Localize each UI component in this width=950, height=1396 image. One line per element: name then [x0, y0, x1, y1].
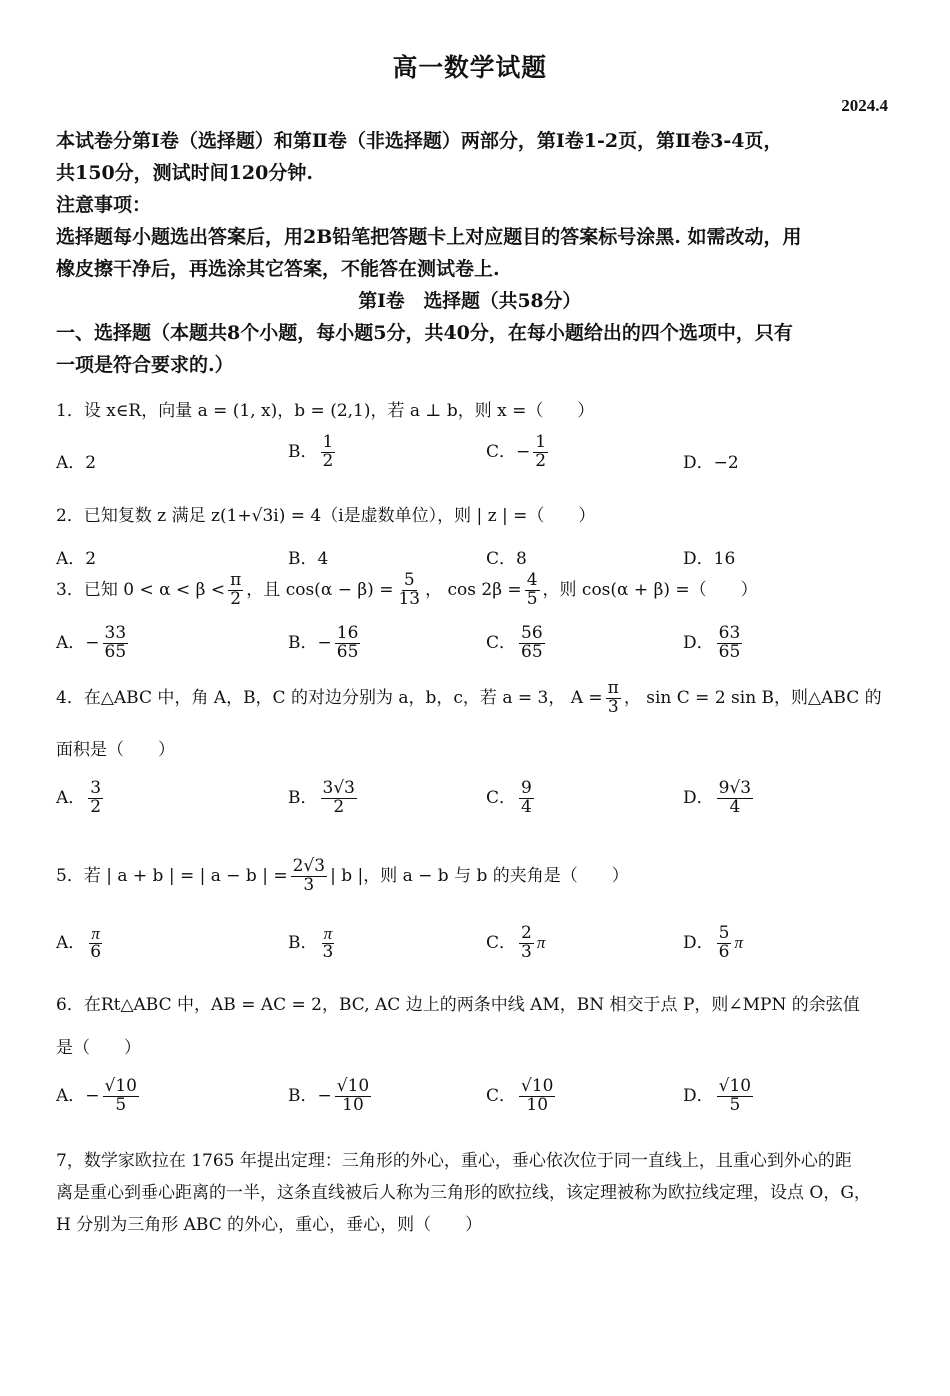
- q5-option-c-num: 2: [521, 923, 532, 943]
- q6-option-b-num: √10: [336, 1076, 370, 1096]
- q4-option-c-label: C．: [486, 787, 517, 808]
- q3-option-a-num: 33: [104, 623, 127, 643]
- q3-option-d: [683, 625, 745, 662]
- q2-stem: 2．已知复数 z 满足 z(1+√3i) = 4（i是虚数单位），则 | z | =（ ）: [56, 506, 596, 526]
- q4-option-b-label: B．: [288, 787, 318, 808]
- q3-option-b-label: B．−: [288, 632, 332, 653]
- section-heading: 第Ⅰ卷 选择题（共58分）: [358, 290, 582, 312]
- q1-option-b: [288, 434, 338, 471]
- q3-option-c-fraction: [519, 625, 545, 662]
- notice-label: 注意事项：: [56, 194, 152, 216]
- q2-option-b: B．4: [288, 549, 329, 569]
- q1-option-c-label: C．−: [486, 441, 531, 462]
- q4-option-b-fraction: [321, 780, 357, 817]
- q3-stem: [56, 572, 758, 609]
- q3-stem-part-a: 3．已知 0 < α < β <: [56, 579, 226, 600]
- q6-option-c-num: √10: [521, 1076, 554, 1096]
- q5-stem-part-a: 5．若 | a + b | = | a − b | =: [56, 865, 288, 886]
- q5-option-b-num: π: [323, 924, 333, 943]
- q1-stem: 1．设 x∈R，向量 a = (1, x)，b = (2,1)，若 a ⊥ b，则 x =（ ）: [56, 401, 595, 421]
- q1-option-c: [486, 434, 551, 471]
- q3-option-b-num: 16: [336, 623, 359, 643]
- q6-option-c-label: C．: [486, 1085, 517, 1106]
- q5-option-a-den: 6: [90, 941, 102, 962]
- q4-stem-part-b: ， sin C = 2 sin B，则△ABC 的: [623, 687, 882, 708]
- q3-option-d-num: 63: [718, 623, 741, 643]
- q1-option-d: D．−2: [683, 453, 739, 473]
- q5-option-c: [486, 925, 545, 962]
- q2-option-c: C．8: [486, 549, 527, 569]
- q1-option-b-fraction: [321, 434, 336, 471]
- q3-stem-den-2: 13: [398, 588, 421, 609]
- intro-line-1: 本试卷分第Ⅰ卷（选择题）和第Ⅱ卷（非选择题）两部分，第Ⅰ卷1-2页，第Ⅱ卷3-4页，: [56, 130, 783, 152]
- q3-option-a-label: A．−: [56, 632, 100, 653]
- q3-option-a-den: 65: [104, 641, 127, 662]
- q6-option-d-den: 5: [729, 1094, 741, 1115]
- q4-option-c: [486, 780, 537, 817]
- q6-option-a-den: 5: [115, 1094, 127, 1115]
- q4-stem-fraction: [606, 680, 621, 717]
- q3-stem-part-c: ， cos 2β =: [425, 579, 522, 600]
- q5-option-d-den: 6: [718, 941, 730, 962]
- q3-option-d-fraction: [717, 625, 743, 662]
- q4-option-d: [683, 780, 756, 817]
- q5-stem: [56, 858, 629, 895]
- q4-option-d-label: D．: [683, 787, 714, 808]
- q6-option-c-fraction: [519, 1078, 555, 1115]
- q6-option-b-fraction: [335, 1078, 371, 1115]
- q5-stem-fraction: [291, 858, 327, 895]
- q5-option-c-tail: π: [536, 932, 546, 952]
- q6-option-d: [683, 1078, 756, 1115]
- q6-stem-line-1: 6．在Rt△ABC 中，AB = AC = 2，BC, AC 边上的两条中线 AM，BN 相交于点 P，则∠MPN 的余弦值: [56, 995, 860, 1015]
- q4-option-d-den: 4: [729, 796, 741, 817]
- q4-option-c-fraction: [519, 780, 534, 817]
- q3-stem-num-3: 4: [526, 570, 538, 590]
- q1-option-b-label: B．: [288, 441, 318, 462]
- q7-stem-line-3: H 分别为三角形 ABC 的外心，重心，垂心，则（ ）: [56, 1215, 483, 1235]
- q3-option-d-label: D．: [683, 632, 714, 653]
- q4-option-a-label: A．: [56, 787, 86, 808]
- q1-option-b-den: 2: [322, 450, 334, 471]
- q7-stem-line-2: 离是重心到垂心距离的一半，这条直线被后人称为三角形的欧拉线，该定理被称为欧拉线定理，设点 O，G，: [56, 1183, 871, 1203]
- part-instruction-line-1: 一、选择题（本题共8个小题，每小题5分，共40分，在每小题给出的四个选项中，只有: [56, 322, 793, 344]
- q5-option-b-fraction: [321, 925, 336, 962]
- q5-option-b-den: 3: [322, 941, 334, 962]
- q5-option-d-num: 5: [718, 923, 730, 943]
- q3-stem-part-b: ，且 cos(α − β) =: [246, 579, 394, 600]
- q4-option-a-num: 3: [90, 778, 102, 798]
- q5-option-d-fraction: [717, 925, 732, 962]
- q3-stem-fraction-1: [228, 572, 243, 609]
- q6-option-d-num: √10: [718, 1076, 752, 1096]
- q6-option-a-num: √10: [104, 1076, 137, 1096]
- q5-option-d-tail: π: [734, 932, 743, 952]
- q3-stem-fraction-3: [525, 572, 540, 609]
- q5-option-a-fraction: [88, 925, 103, 962]
- q3-option-b-den: 65: [336, 641, 359, 662]
- q1-option-c-fraction: [533, 434, 548, 471]
- q6-option-a-label: A．−: [56, 1085, 100, 1106]
- q1-option-c-num: 1: [535, 432, 547, 452]
- q5-stem-num: 2√3: [292, 856, 326, 876]
- q1-option-c-den: 2: [535, 450, 547, 471]
- part-instruction-line-2: 一项是符合要求的.）: [56, 354, 234, 376]
- q4-stem-part-a: 4．在△ABC 中，角 A，B，C 的对边分别为 a，b，c，若 a = 3， A =: [56, 687, 603, 708]
- q7-stem-line-1: 7，数学家欧拉在 1765 年提出定理：三角形的外心，重心，垂心依次位于同一直线上，且重心到外心的距: [56, 1151, 852, 1171]
- q4-option-a-den: 2: [90, 796, 102, 817]
- q6-stem-line-2: 是（ ）: [56, 1038, 141, 1058]
- q3-option-b-fraction: [335, 625, 361, 662]
- q3-stem-den-3: 5: [526, 588, 538, 609]
- q5-option-c-label: C．: [486, 932, 517, 953]
- q3-option-a: [56, 625, 131, 662]
- page-title: 高一数学试题: [392, 53, 547, 82]
- q5-option-d: [683, 925, 743, 962]
- q3-option-d-den: 65: [718, 641, 741, 662]
- q4-option-b-den: 2: [333, 796, 345, 817]
- q3-option-b: [288, 625, 363, 662]
- q3-option-c-label: C．: [486, 632, 517, 653]
- q4-option-c-den: 4: [521, 796, 532, 817]
- q3-option-c-den: 65: [521, 641, 543, 662]
- q4-stem: [56, 680, 882, 717]
- q2-option-a: A．2: [56, 549, 97, 569]
- q4-option-b-num: 3√3: [322, 778, 355, 798]
- q5-option-b-label: B．: [288, 932, 318, 953]
- q3-stem-part-d: ，则 cos(α + β) =（ ）: [542, 579, 758, 600]
- q6-option-d-fraction: [717, 1078, 753, 1115]
- q1-option-a: A．2: [56, 453, 97, 473]
- q6-option-d-label: D．: [683, 1085, 714, 1106]
- q3-option-c: [486, 625, 548, 662]
- q3-option-a-fraction: [103, 625, 129, 662]
- q1-option-b-num: 1: [322, 432, 334, 452]
- q4-stem-num: π: [607, 678, 619, 698]
- notice-line-2: 橡皮擦干净后，再选涂其它答案，不能答在测试卷上.: [56, 258, 500, 280]
- q4-stem-line-2: 面积是（ ）: [56, 740, 175, 760]
- q3-stem-num-1: π: [230, 570, 242, 590]
- intro-line-2: 共150分，测试时间120分钟.: [56, 162, 313, 184]
- q4-option-a: [56, 780, 106, 817]
- q3-stem-fraction-2: [396, 572, 422, 609]
- q2-option-d: D．16: [683, 549, 736, 569]
- q6-option-b-den: 10: [342, 1094, 364, 1115]
- q6-option-a-fraction: [103, 1078, 139, 1115]
- q5-option-a-label: A．: [56, 932, 86, 953]
- q6-option-b-label: B．−: [288, 1085, 332, 1106]
- q6-option-a: [56, 1078, 142, 1115]
- exam-date: 2024.4: [841, 96, 888, 115]
- q5-option-a-num: π: [91, 924, 100, 943]
- q6-option-c: [486, 1078, 558, 1115]
- q4-option-c-num: 9: [521, 778, 532, 798]
- q6-option-c-den: 10: [526, 1094, 549, 1115]
- q4-stem-den: 3: [607, 696, 619, 717]
- q4-option-a-fraction: [88, 780, 103, 817]
- q5-stem-part-b: | b |，则 a − b 与 b 的夹角是（ ）: [330, 865, 629, 886]
- q5-option-c-fraction: [519, 925, 534, 962]
- q5-stem-den: 3: [303, 874, 315, 895]
- q3-stem-num-2: 5: [403, 570, 415, 590]
- q5-option-c-den: 3: [521, 941, 532, 962]
- q4-option-d-num: 9√3: [718, 778, 752, 798]
- q5-option-a: [56, 925, 106, 962]
- q4-option-d-fraction: [717, 780, 753, 817]
- q5-option-b: [288, 925, 338, 962]
- q3-option-c-num: 56: [521, 623, 543, 643]
- q3-stem-den-1: 2: [230, 588, 242, 609]
- q4-option-b: [288, 780, 360, 817]
- q5-option-d-label: D．: [683, 932, 714, 953]
- notice-line-1: 选择题每小题选出答案后，用2B铅笔把答题卡上对应题目的答案标号涂黑. 如需改动，用: [56, 226, 802, 248]
- q6-option-b: [288, 1078, 374, 1115]
